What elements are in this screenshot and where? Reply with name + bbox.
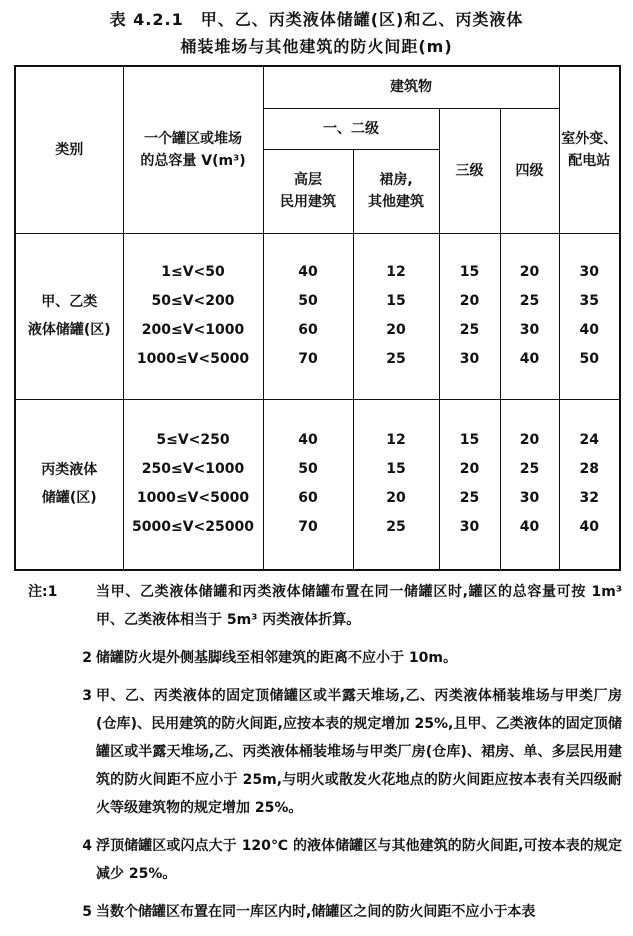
grade-4-column: [500, 399, 559, 570]
note-text: 甲、乙、丙类液体的固定顶储罐区或半露天堆场,乙、丙类液体桶装堆场与甲类厂房(仓库)、民用建筑的防火间距,应按本表的规定增加 25%,且甲、乙类液体的固定顶储罐区或半露天堆场,乙、丙类液体桶装堆场与甲类厂房(仓库)、裙房、单、多层民用建筑的防火间距不应小于 25m,与明火或散发火花地点的防火间距应按本表有关四级耐火等级建筑物的规定增加 25%。: [96, 688, 622, 816]
grade-3-column: [439, 399, 500, 570]
distance-value: 25: [519, 293, 540, 309]
table-title-line-1: 表 4.2.1 甲、乙、丙类液体储罐(区)和乙、丙类液体: [109, 10, 524, 29]
highrise-column: [263, 233, 353, 399]
distance-value: 25: [386, 519, 406, 536]
distance-value: 40: [519, 351, 540, 367]
distance-value: 25: [519, 461, 540, 478]
distance-value: 30: [519, 490, 540, 507]
category-line-1: 丙类液体: [41, 462, 98, 479]
distance-value: 30: [579, 264, 599, 280]
distance-value: 40: [519, 519, 540, 536]
distance-value: 25: [386, 351, 406, 367]
table-body: [15, 233, 620, 570]
distance-value: 35: [579, 293, 599, 309]
podium-column: [353, 399, 439, 570]
grade-3-column: [439, 233, 500, 399]
distance-value: 60: [298, 490, 318, 507]
distance-value: 40: [579, 322, 599, 338]
distance-value: 70: [298, 351, 318, 367]
note-number: 2: [82, 650, 92, 666]
capacity-value: 1≤V<50: [161, 264, 225, 280]
distance-value: 20: [459, 461, 480, 478]
distance-value: 12: [386, 432, 406, 449]
distance-value: 50: [298, 461, 318, 478]
header-podium-line-2: 其他建筑: [368, 194, 424, 210]
capacity-value: 250≤V<1000: [141, 461, 245, 478]
fire-separation-table: [14, 65, 621, 571]
distance-value: 70: [298, 519, 318, 536]
distance-value: 15: [386, 293, 406, 309]
distance-value: 30: [519, 322, 540, 338]
distance-value: 20: [386, 490, 406, 507]
note-text: 储罐防火堤外侧基脚线至相邻建筑的距离不应小于 10m。: [96, 650, 457, 666]
note-item: [48, 644, 622, 672]
header-substation-line-1: 室外变、: [561, 130, 618, 147]
capacity-value: 50≤V<200: [151, 293, 235, 309]
distance-value: 40: [298, 264, 318, 280]
category-line-2: 液体储罐(区): [27, 322, 111, 338]
header-grade-1-2: 一、二级: [263, 108, 439, 149]
header-substation-line-2: 配电站: [568, 152, 611, 169]
header-podium: [353, 149, 439, 233]
header-category: 类别: [15, 66, 123, 233]
note-number: 3: [82, 688, 92, 704]
distance-value: 32: [579, 490, 599, 507]
capacity-value: 1000≤V<5000: [136, 351, 250, 367]
header-highrise-line-2: 民用建筑: [280, 194, 336, 210]
distance-value: 30: [459, 519, 480, 536]
category-cell: [15, 233, 123, 399]
category-line-1: 甲、乙类: [41, 294, 98, 310]
capacity-value: 5≤V<250: [156, 432, 230, 449]
distance-value: 60: [298, 322, 318, 338]
table-notes: [28, 578, 622, 936]
distance-value: 12: [386, 264, 406, 280]
header-highrise: [263, 149, 353, 233]
distance-value: 20: [386, 322, 406, 338]
header-substation: [559, 66, 620, 233]
category-cell: [15, 399, 123, 570]
grade-4-column: [500, 233, 559, 399]
distance-value: 40: [579, 519, 599, 536]
note-item: [48, 832, 622, 888]
note-text: 当甲、乙类液体储罐和丙类液体储罐布置在同一储罐区时,罐区的总容量可按 1m³ 甲、乙类液体相当于 5m³ 丙类液体折算。: [96, 584, 622, 628]
header-highrise-line-1: 高层: [294, 172, 322, 188]
distance-value: 20: [459, 293, 480, 309]
header-building: 建筑物: [263, 66, 559, 108]
podium-column: [353, 233, 439, 399]
note-item: [48, 898, 622, 926]
header-grade-3: 三级: [439, 108, 500, 233]
note-number: 注:1: [28, 584, 58, 600]
distance-value: 24: [579, 432, 599, 449]
distance-value: 15: [386, 461, 406, 478]
substation-column: [559, 399, 620, 570]
note-item: [48, 682, 622, 822]
header-grade-4: 四级: [500, 108, 559, 233]
distance-value: 30: [459, 351, 480, 367]
capacity-value: 1000≤V<5000: [136, 490, 250, 507]
highrise-column: [263, 399, 353, 570]
note-item: [28, 578, 622, 634]
distance-value: 25: [459, 322, 480, 338]
distance-value: 20: [519, 264, 540, 280]
category-line-2: 储罐(区): [41, 490, 97, 507]
distance-value: 50: [579, 351, 599, 367]
distance-value: 20: [519, 432, 540, 449]
note-number: 4: [82, 838, 92, 854]
distance-value: 40: [298, 432, 318, 449]
substation-column: [559, 233, 620, 399]
header-podium-line-1: 裙房,: [379, 172, 413, 188]
distance-value: 15: [459, 432, 480, 449]
capacity-column: [123, 233, 263, 399]
distance-value: 15: [459, 264, 480, 280]
group-row-class-ab: [15, 233, 620, 399]
note-text: 浮顶储罐区或闪点大于 120℃ 的液体储罐区与其他建筑的防火间距,可按本表的规定减少 25%。: [96, 838, 622, 882]
distance-value: 50: [298, 293, 318, 309]
distance-value: 28: [579, 461, 599, 478]
capacity-column: [123, 399, 263, 570]
header-capacity-line-2: 的总容量 V(m³): [140, 152, 246, 169]
note-number: 5: [82, 904, 92, 920]
header-capacity: [123, 66, 263, 233]
distance-value: 25: [459, 490, 480, 507]
group-row-class-c: [15, 399, 620, 570]
header-capacity-line-1: 一个罐区或堆场: [144, 130, 242, 147]
table-title-line-2: 桶装堆场与其他建筑的防火间距(m): [180, 37, 453, 56]
note-text: 当数个储罐区布置在同一库区内时,储罐区之间的防火间距不应小于本表: [96, 904, 536, 920]
capacity-value: 200≤V<1000: [141, 322, 245, 338]
capacity-value: 5000≤V<25000: [132, 519, 254, 536]
